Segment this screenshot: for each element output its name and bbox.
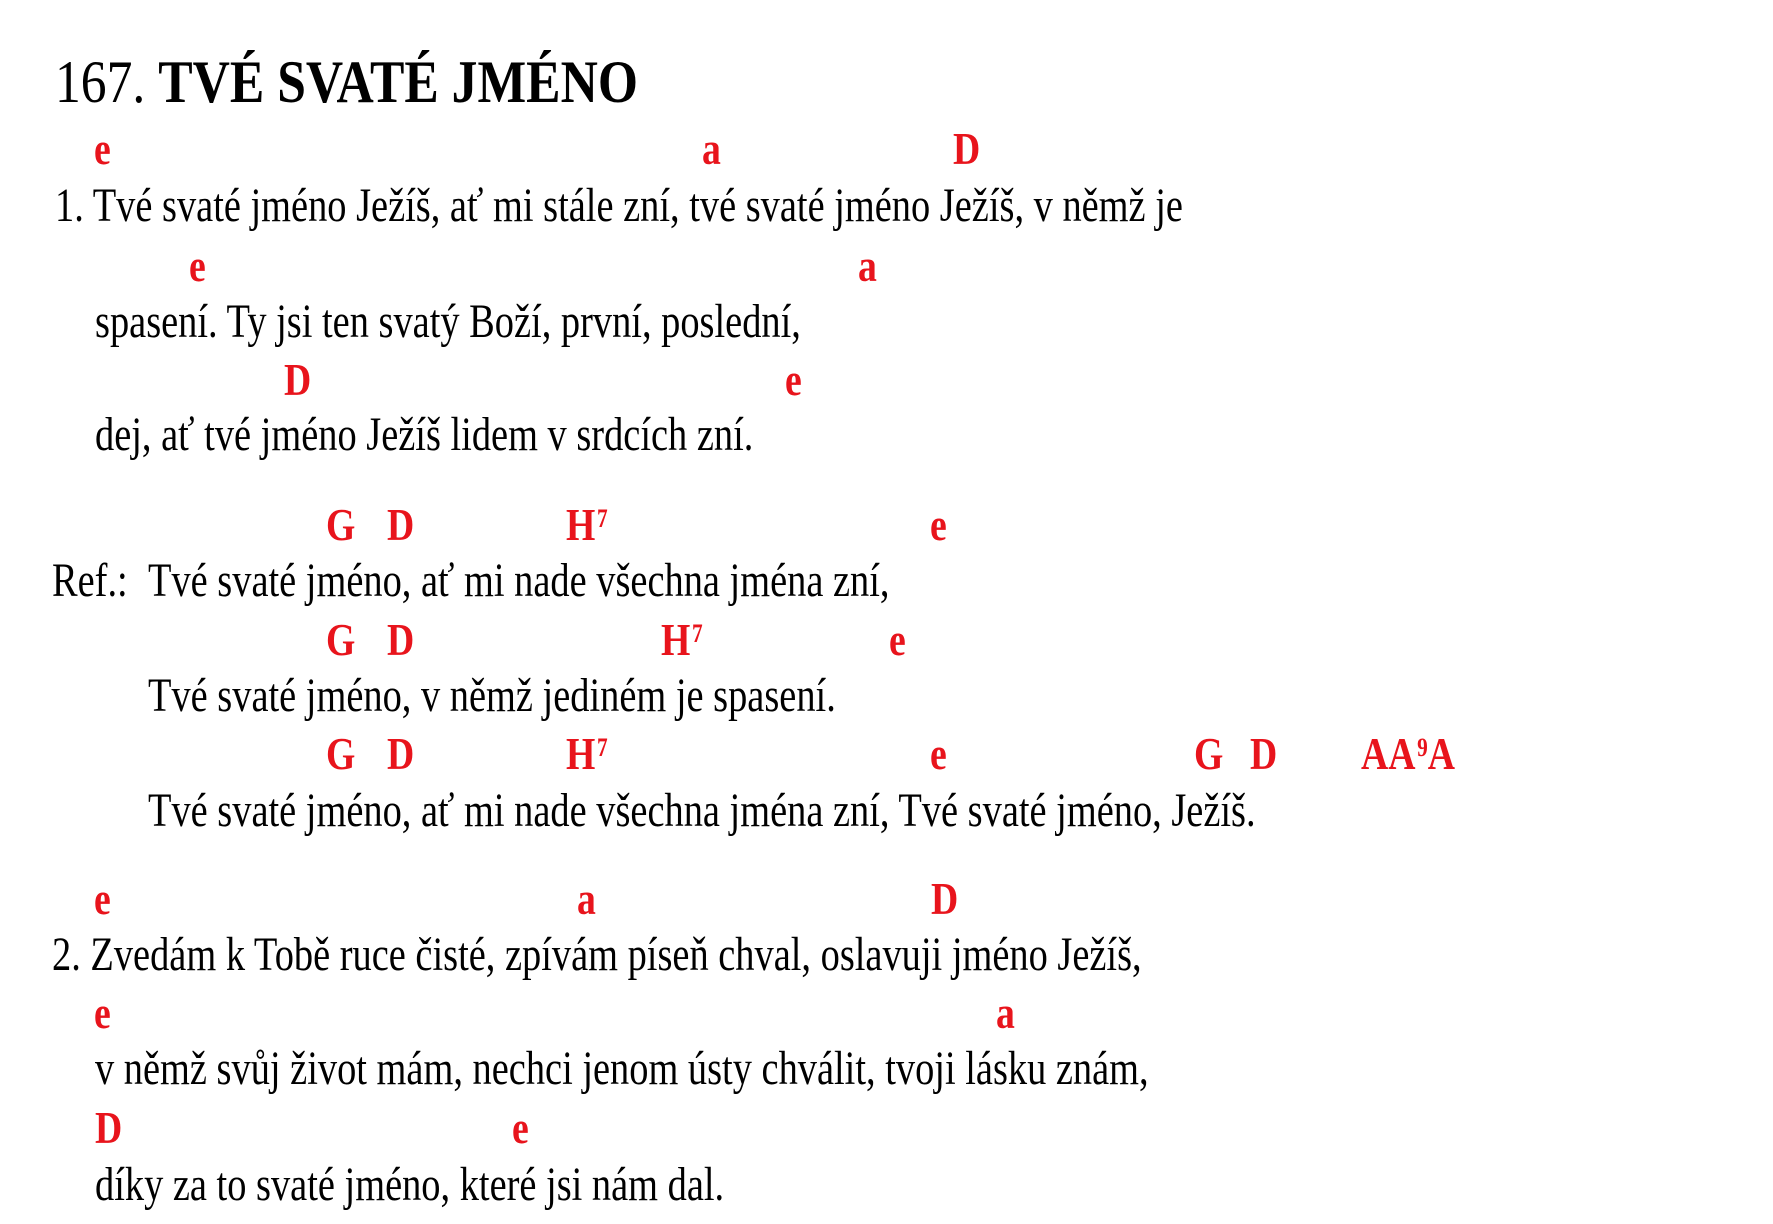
lyric-line: Tvé svaté jméno, ať mi nade všechna jména zní, Tvé svaté jméno, Ježíš.	[148, 784, 1256, 837]
chord: e	[889, 614, 906, 665]
lyric-line: 2. Zvedám k Tobě ruce čisté, zpívám píseň chval, oslavuji jméno Ježíš,	[52, 928, 1142, 981]
chord: D	[95, 1102, 123, 1153]
song-title	[55, 49, 638, 115]
lyric-line: Tvé svaté jméno, v němž jediném je spasení.	[148, 669, 836, 722]
song-name: TVÉ SVATÉ JMÉNO	[158, 49, 638, 115]
chord: G	[326, 728, 356, 779]
chord: G	[326, 614, 356, 665]
chord: D	[953, 123, 981, 174]
chord: e	[94, 987, 111, 1038]
chord: e	[512, 1102, 529, 1153]
refrain-line	[52, 554, 128, 607]
lyric-line: 1. Tvé svaté jméno Ježíš, ať mi stále zní, tvé svaté jméno Ježíš, v němž je	[55, 179, 1183, 232]
chord: a	[577, 873, 596, 924]
chord: D	[387, 499, 415, 550]
refrain-label: Ref.:	[52, 554, 128, 607]
chord: D	[1250, 728, 1278, 779]
chord: e	[930, 499, 947, 550]
chord: D	[931, 873, 959, 924]
chord: $H^7$	[566, 499, 608, 550]
lyric-line: díky za to svaté jméno, které jsi nám dal.	[95, 1158, 725, 1211]
chord: a	[996, 987, 1015, 1038]
chord: D	[387, 614, 415, 665]
chord: e	[930, 728, 947, 779]
chord: $H^7$	[661, 614, 703, 665]
lyric-line: Tvé svaté jméno, ať mi nade všechna jména zní,	[148, 554, 890, 607]
lyric-line: v němž svůj život mám, nechci jenom ústy chválit, tvoji lásku znám,	[95, 1042, 1149, 1095]
chord: D	[387, 728, 415, 779]
chord: e	[785, 354, 802, 405]
lyric-line: dej, ať tvé jméno Ježíš lidem v srdcích zní.	[95, 408, 754, 461]
chord: e	[94, 123, 111, 174]
chord: D	[284, 354, 312, 405]
chord: e	[189, 240, 206, 291]
chord: a	[858, 240, 877, 291]
chord: a	[702, 123, 721, 174]
chord: e	[94, 873, 111, 924]
chord: $H^7$	[566, 728, 608, 779]
chord: G	[326, 499, 356, 550]
chord: G	[1194, 728, 1224, 779]
chord: $AA^9A$	[1361, 728, 1456, 779]
song-number: 167.	[55, 49, 146, 115]
lyric-line: spasení. Ty jsi ten svatý Boží, první, poslední,	[95, 295, 801, 348]
